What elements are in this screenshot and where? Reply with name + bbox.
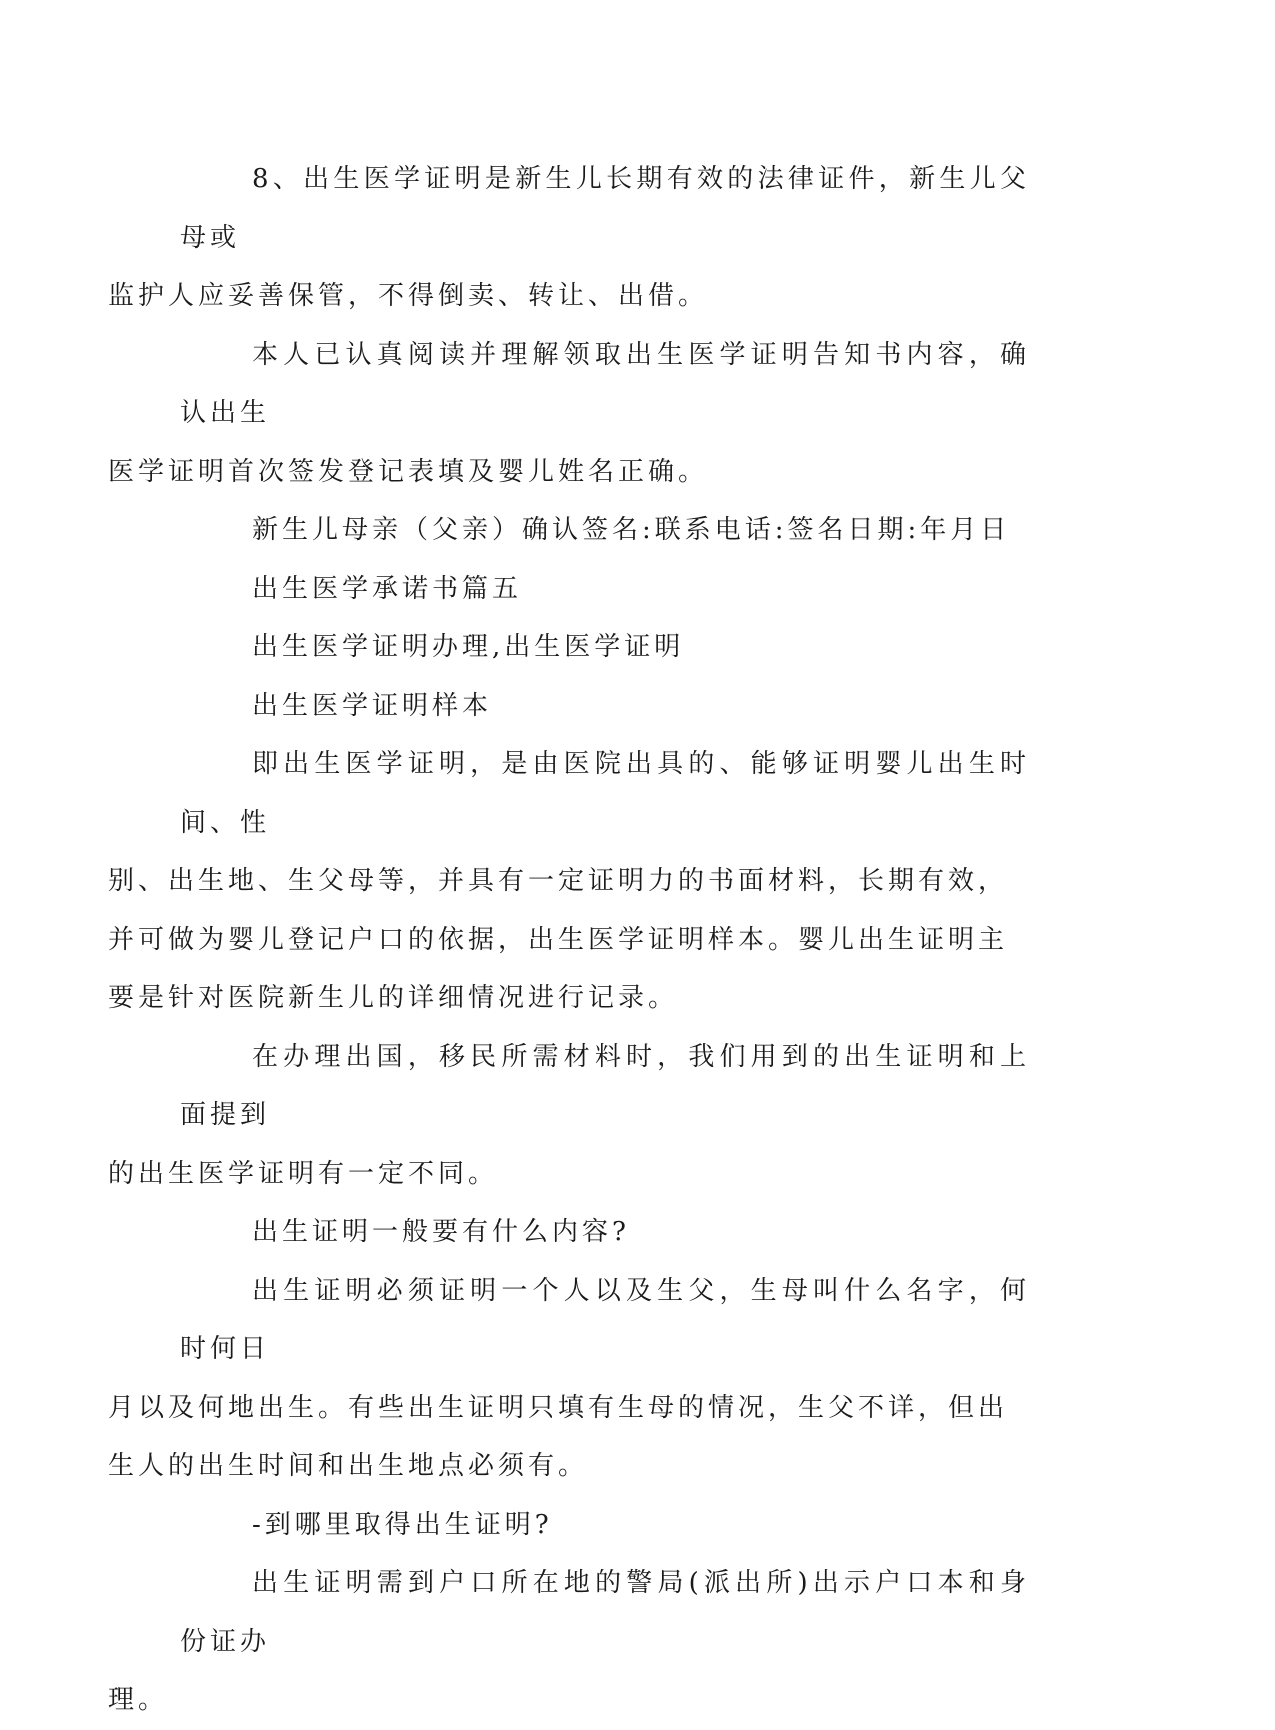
text-line: 医学证明首次签发登记表填及婴儿姓名正确。 — [108, 456, 709, 487]
text-line: -到哪里取得出生证明? — [252, 1509, 553, 1540]
subheading — [180, 618, 1030, 677]
paragraph-difference — [108, 1028, 1030, 1204]
text-line: 出生医学证明办理,出生医学证明 — [252, 632, 685, 662]
text-line: 的出生医学证明有一定不同。 — [108, 1158, 499, 1189]
text-line: 8、出生医学证明是新生儿长期有效的法律证件，新生儿父母或 — [180, 164, 1030, 253]
paragraph-where — [108, 1554, 1030, 1730]
text-line: 别、出生地、生父母等，并具有一定证明力的书面材料，长期有效， — [108, 866, 1009, 896]
section-heading — [180, 560, 1030, 619]
text-line: 出生医学承诺书篇五 — [252, 573, 523, 604]
question-heading — [180, 1496, 1030, 1555]
text-line: 本人已认真阅读并理解领取出生医学证明告知书内容，确认出生 — [180, 339, 1030, 428]
text-line: 要是针对医院新生儿的详细情况进行记录。 — [108, 983, 679, 1013]
paragraph-2 — [108, 326, 1030, 502]
text-line: 新生儿母亲（父亲）确认签名:联系电话:签名日期:年月日 — [252, 515, 1011, 545]
text-line: 理。 — [108, 1685, 169, 1715]
text-line: 出生证明需到户口所在地的警局(派出所)出示户口本和身份证办 — [180, 1568, 1030, 1657]
paragraph-1 — [108, 150, 1030, 326]
text-line: 月以及何地出生。有些出生证明只填有生母的情况，生父不详，但出 — [108, 1392, 1009, 1423]
text-line: 在办理出国，移民所需材料时，我们用到的出生证明和上面提到 — [180, 1041, 1030, 1130]
document-page — [108, 150, 1030, 1730]
text-line: 出生证明一般要有什么内容? — [252, 1217, 630, 1247]
signature-line — [180, 501, 1030, 560]
text-line: 即出生医学证明，是由医院出具的、能够证明婴儿出生时间、性 — [180, 749, 1030, 838]
paragraph-definition — [108, 735, 1030, 1028]
question-heading — [180, 1203, 1030, 1262]
text-line: 并可做为婴儿登记户口的依据，出生医学证明样本。婴儿出生证明主 — [108, 924, 1009, 955]
text-line: 出生医学证明样本 — [252, 690, 493, 721]
subheading — [180, 677, 1030, 736]
text-line: 出生证明必须证明一个人以及生父，生母叫什么名字，何时何日 — [180, 1275, 1030, 1364]
paragraph-content — [108, 1262, 1030, 1496]
text-line: 监护人应妥善保管，不得倒卖、转让、出借。 — [108, 281, 709, 311]
text-line: 生人的出生时间和出生地点必须有。 — [108, 1451, 589, 1481]
